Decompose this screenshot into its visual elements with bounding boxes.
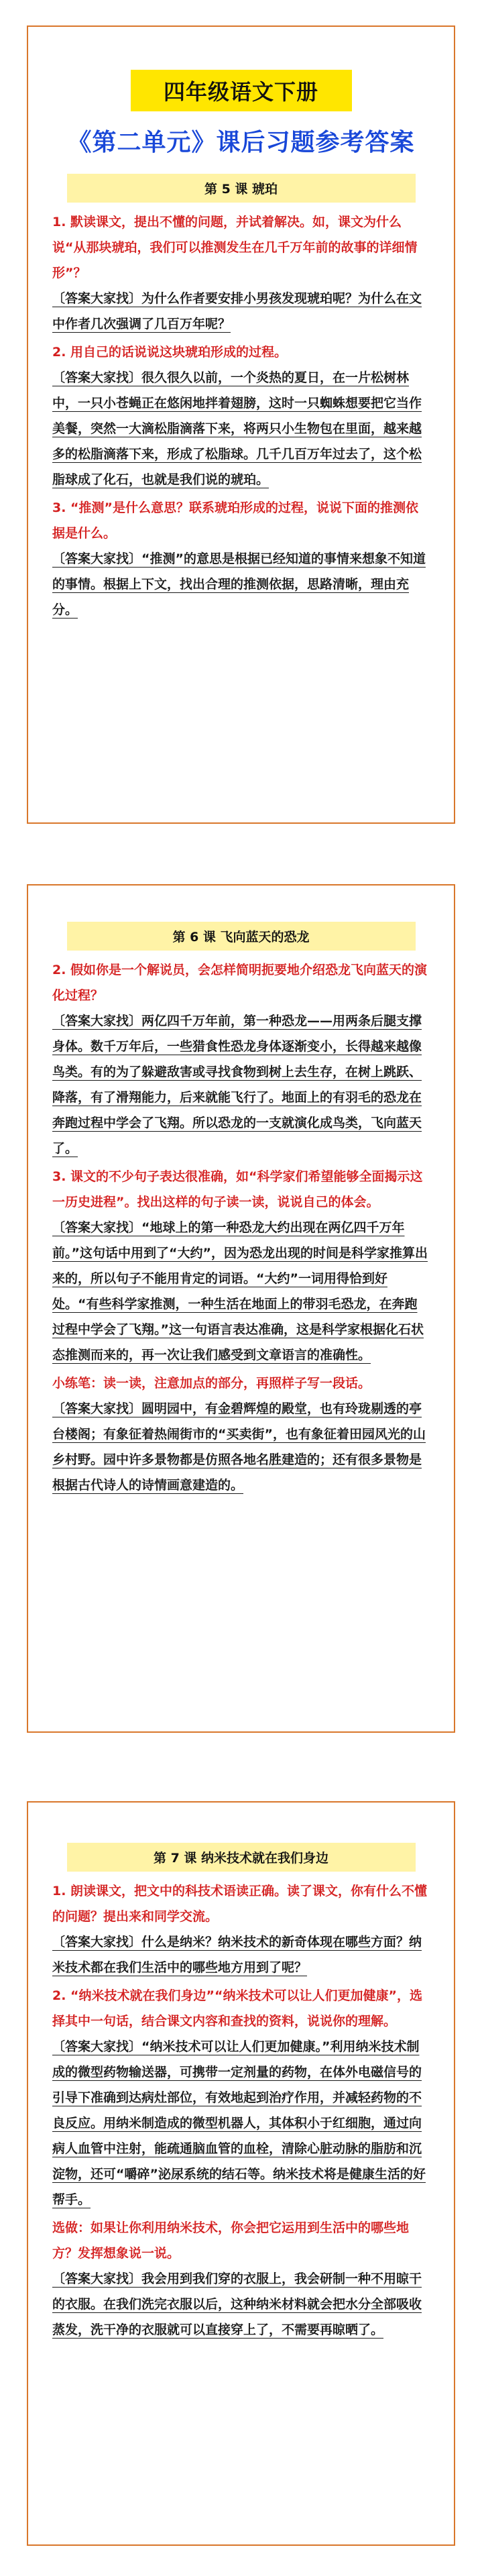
question: 3. “推测”是什么意思？联系琥珀形成的过程，说说下面的推测依据是什么。 <box>52 500 419 541</box>
question: 2. “纳米技术就在我们身边”“纳米技术可以让人们更加健康”，选择其中一句话，结合课文内容和查找的资料，说说你的理解。 <box>52 1988 423 2029</box>
question: 2. 用自己的话说说这块琥珀形成的过程。 <box>52 345 288 360</box>
page-title: 四年级语文下册 <box>131 70 352 111</box>
page-subtitle: 《第二单元》课后习题参考答案 <box>67 129 415 156</box>
lesson-heading: 第 6 课 飞向蓝天的恐龙 <box>67 922 416 951</box>
question: 选做：如果让你利用纳米技术，你会把它运用到生活中的哪些地方？发挥想象说一说。 <box>52 2220 410 2261</box>
answer: 〔答案大家找〕“地球上的第一种恐龙大约出现在两亿四千万年前。”这句话中用到了“大约”，因为恐龙出现的时间是科学家推算出来的，所以句子不能用肯定的词语。“大约”一词用得恰到好处。“有些科学家推测，一种生活在地面上的带羽毛恐龙，在奔跑过程中学会了飞翔。”这一句语言表达准确，这是科学家根据化石状态推测而来的，再一次让我们感受到文章语言的准确性。 <box>52 1220 428 1362</box>
question: 1. 朗读课文，把文中的科技术语读正确。读了课文，你有什么不懂的问题？提出来和同学交流。 <box>52 1884 428 1924</box>
answer: 〔答案大家找〕“纳米技术可以让人们更加健康。”利用纳米技术制成的微型药物输送器，可携带一定剂量的药物，在体外电磁信号的引导下准确到达病灶部位，有效地起到治疗作用，并减轻药物的不良反应。用纳米制造成的微型机器人，其体积小于红细胞，通过向病人血管中注射，能疏通脑血管的血栓，清除心脏动脉的脂肪和沉淀物，还可“嚼碎”泌尿系统的结石等。纳米技术将是健康生活的好帮手。 <box>52 2039 426 2207</box>
lesson-heading: 第 7 课 纳米技术就在我们身边 <box>67 1843 416 1872</box>
question: 2. 假如你是一个解说员，会怎样简明扼要地介绍恐龙飞向蓝天的演化过程？ <box>52 963 428 1003</box>
answer-card-2 <box>27 884 455 1733</box>
answer: 〔答案大家找〕两亿四千万年前，第一种恐龙——用两条后腿支撑身体。数千万年后，一些猎食性恐龙身体逐渐变小，长得越来越像鸟类。有的为了躲避敌害或寻找食物到树上去生存，在树上跳跃、降落，有了滑翔能力，后来就能飞行了。地面上的有羽毛的恐龙在奔跑过程中学会了飞翔。所以恐龙的一支就演化成鸟类，飞向蓝天了。 <box>52 1014 422 1156</box>
answer: 〔答案大家找〕“推测”的意思是根据已经知道的事情来想象不知道的事情。根据上下文，找出合理的推测依据，思路清晰，理由充分。 <box>52 551 426 617</box>
answer: 〔答案大家找〕圆明园中，有金碧辉煌的殿堂，也有玲珑剔透的亭台楼阁；有象征着热闹街市的“买卖街”，也有象征着田园风光的山乡村野。园中许多景物都是仿照各地名胜建造的；还有很多景物是根据古代诗人的诗情画意建造的。 <box>52 1401 426 1493</box>
question: 1. 默读课文，提出不懂的问题，并试着解决。如，课文为什么说“从那块琥珀，我们可以推测发生在几千万年前的故事的详细情形”？ <box>52 215 418 280</box>
answer-card-3 <box>27 1801 455 2546</box>
answer: 〔答案大家找〕我会用到我们穿的衣服上，我会研制一种不用晾干的衣服。在我们洗完衣服以后，这种纳米材料就会把水分全部吸收蒸发，洗干净的衣服就可以直接穿上了，不需要再晾晒了。 <box>52 2271 422 2337</box>
answer: 〔答案大家找〕为什么作者要安排小男孩发现琥珀呢？为什么在文中作者几次强调了几百万年呢？ <box>52 291 422 331</box>
question: 小练笔：读一读，注意加点的部分，再照样子写一段话。 <box>52 1376 371 1391</box>
answer: 〔答案大家找〕很久很久以前，一个炎热的夏日，在一片松树林中，一只小苍蝇正在悠闲地拌着翅膀，这时一只蜘蛛想要把它当作美餐，突然一大滴松脂滴落下来，将两只小生物包在里面，越来越多的松脂滴落下来，形成了松脂球。几千几百万年过去了，这个松脂球成了化石，也就是我们说的琥珀。 <box>52 370 422 487</box>
answer-card-1 <box>27 25 455 824</box>
answer: 〔答案大家找〕什么是纳米？纳米技术的新奇体现在哪些方面？纳米技术都在我们生活中的哪些地方用到了呢？ <box>52 1935 422 1975</box>
lesson-heading: 第 5 课 琥珀 <box>67 174 416 203</box>
question: 3. 课文的不少句子表达很准确，如“科学家们希望能够全面揭示这一历史进程”。找出这样的句子读一读，说说自己的体会。 <box>52 1169 423 1210</box>
